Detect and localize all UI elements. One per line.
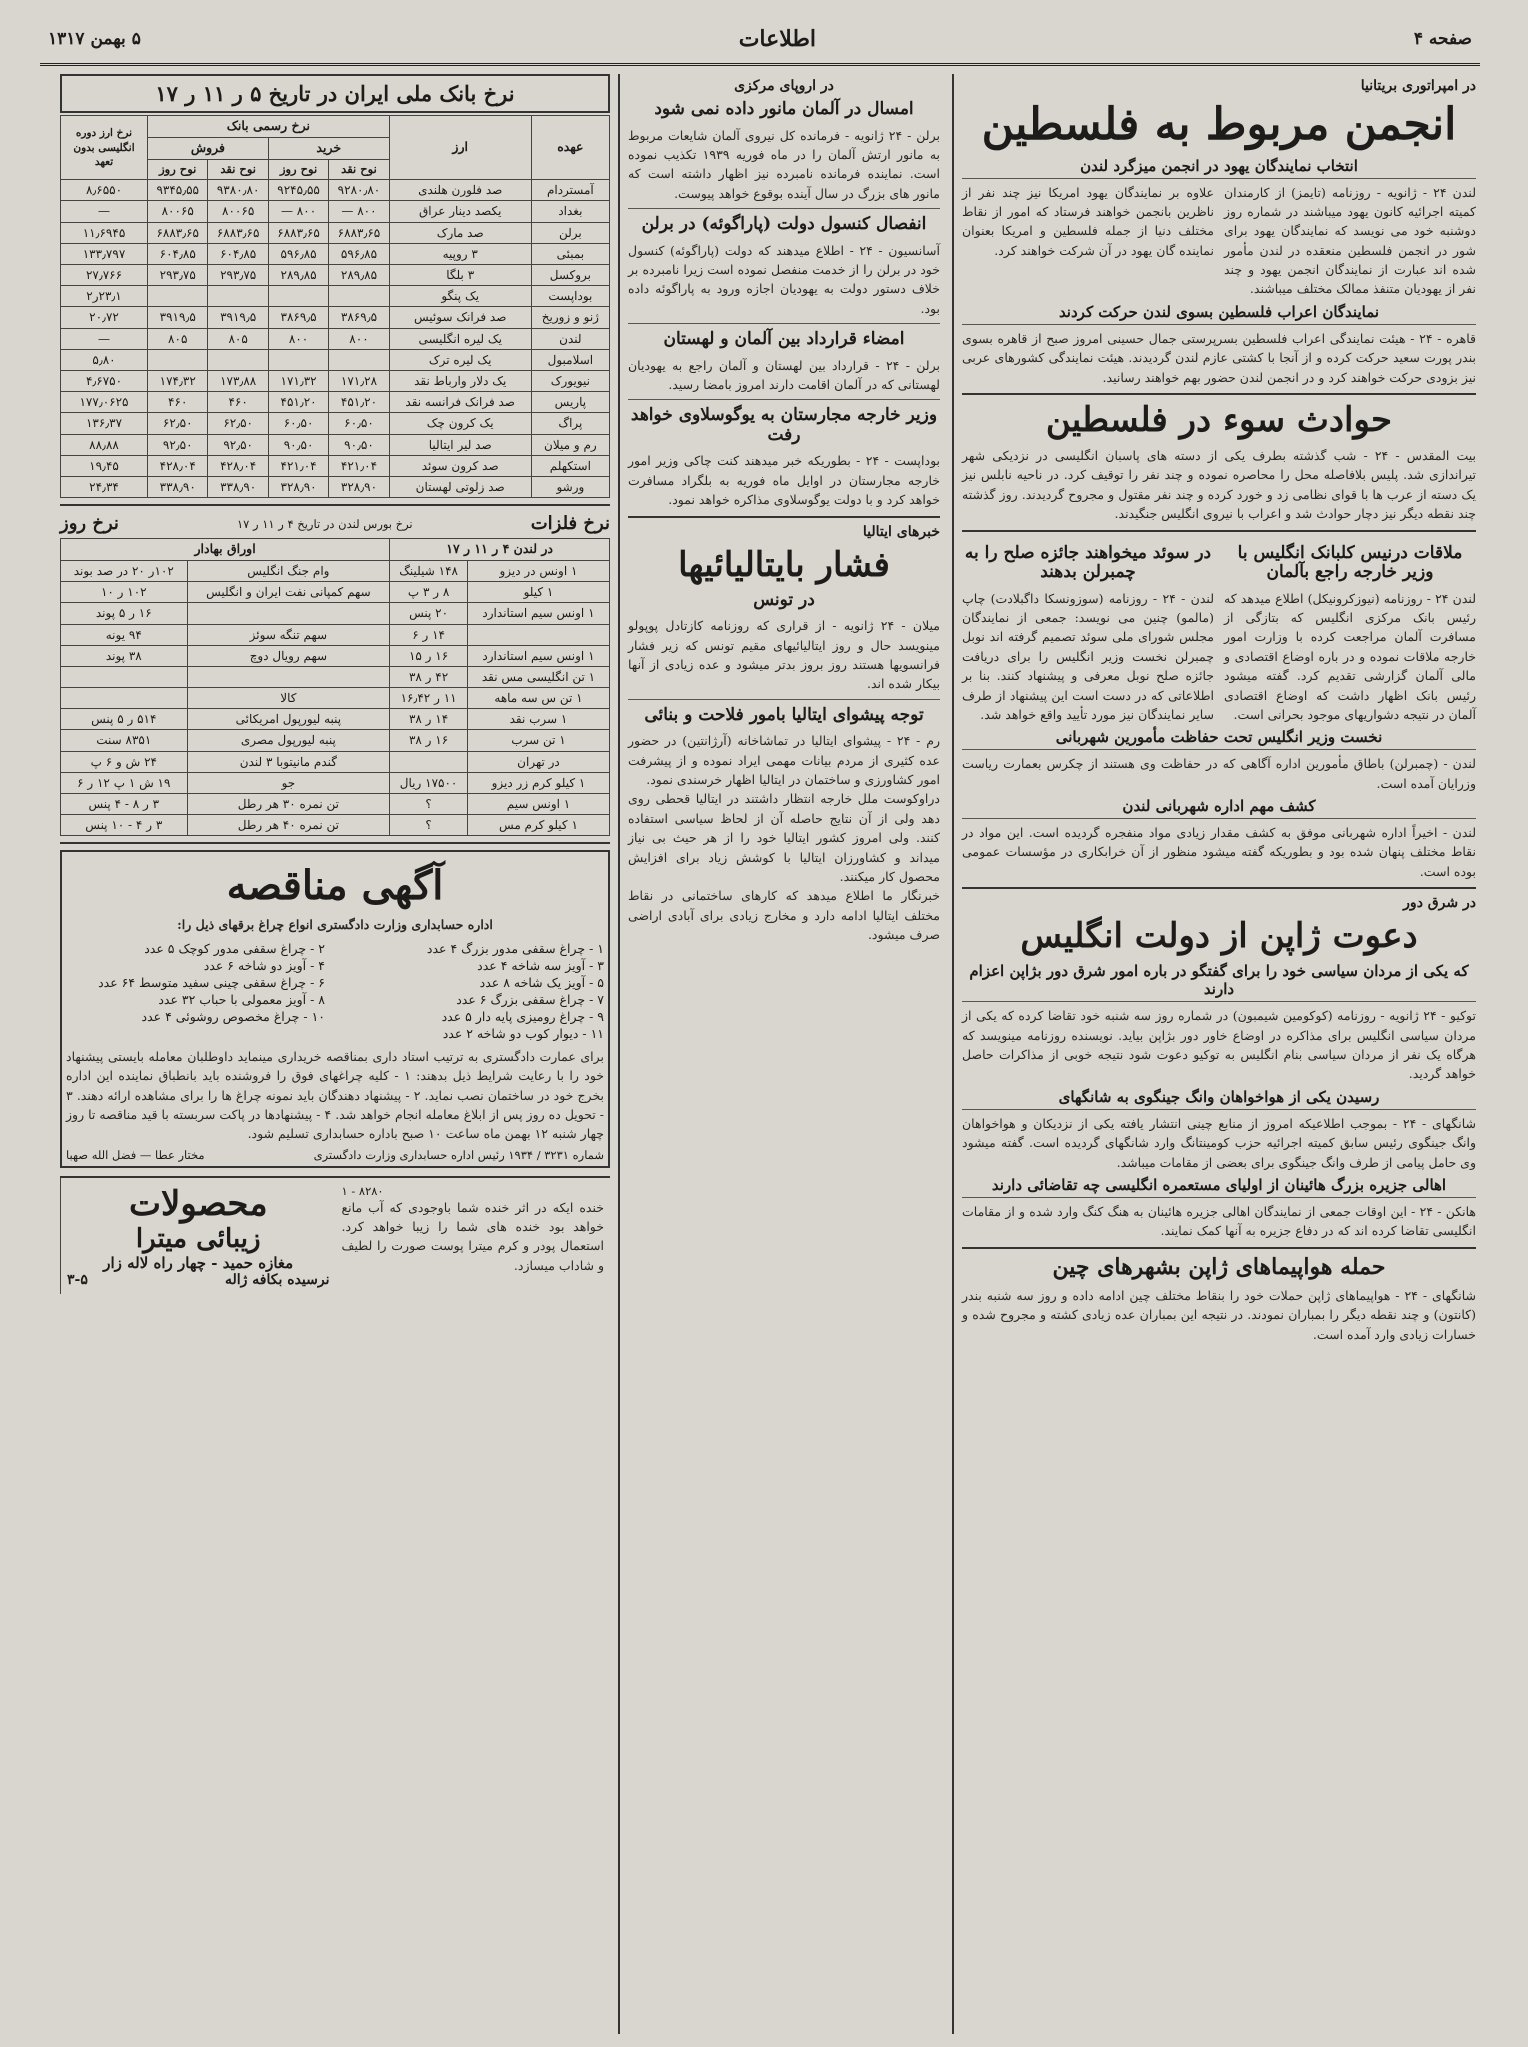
ad-address: مغازه حمید - چهار راه لاله زار xyxy=(103,1253,294,1272)
exchange-rates-table xyxy=(60,115,610,498)
metal-cell-item: ۱ کیلو کرم زر دیزو xyxy=(467,772,609,793)
metal-cell-price: ؟ xyxy=(390,794,468,815)
rate-row xyxy=(61,307,610,328)
tender-title: آگهی مناقصه xyxy=(226,862,444,910)
metal-row xyxy=(61,815,610,836)
bank-headline: ملاقات درنیس کلبانک انگلیس با وزیر خارجه راجع بآلمان xyxy=(1237,542,1463,583)
rate-cell-sell-cash xyxy=(208,349,268,370)
japan-subhead: که یکی از مردان سیاسی خود را برای گفتگو در باره امور شرق دور بژاپن اعزام دارند xyxy=(962,962,1476,1002)
rate-cell-name: ۳ بلگا xyxy=(389,265,531,286)
rate-cell-name: یک لیره انگلیسی xyxy=(389,328,531,349)
rate-cell-sterling: ۴٫۶۷۵۰ xyxy=(61,370,148,391)
col-cash: نوح نقد xyxy=(208,159,268,180)
rate-cell-sell-cash: ۳۳۸٫۹۰ xyxy=(208,476,268,497)
poland-headline: امضاء قرارداد بین آلمان و لهستان xyxy=(663,329,905,350)
palestine-article xyxy=(962,183,1476,299)
article-text: برلن - ۲۴ ژانویه - فرمانده کل نیروی آلمان شایعات مربوط به مانور ارتش آلمان را در ماه فوریه ۱۹۳۹ تکذیب نموده است. نماینده فرمانده نامبرده نیز اظهار داشته است که مانور های بزرگ در سال آینده بوقوع خواهد پیوست. xyxy=(628,127,941,201)
rate-row xyxy=(61,222,610,243)
rate-row xyxy=(61,201,610,222)
rate-cell-buy-day: ۱۷۱٫۳۲ xyxy=(268,370,328,391)
rate-cell-sell-cash: ۸۰۵ xyxy=(208,328,268,349)
metal-cell-item xyxy=(467,624,609,645)
rate-cell-name: یکصد دینار عراق xyxy=(389,201,531,222)
metal-cell-note: تن نمره ۳۰ هر رطل xyxy=(187,794,390,815)
article-text: علاوه بر نمایندگان یهود امریکا نیز چند نفر از ناظرین بانجمن خواهند فرستاد که امور از نقاط مختلف دنیا از جمله فلسطین و امریکا بعنوان نماینده گان یهود در آن شرکت خواهند کرد. xyxy=(962,184,1214,258)
rate-cell-sell-day: ۴۶۰ xyxy=(148,392,208,413)
metal-cell-item: ۱ کیلو کرم مس xyxy=(467,815,609,836)
rate-cell-sterling: ۸٫۶۵۵۰ xyxy=(61,180,148,201)
metal-cell-price: ۱۴۸ شیلینگ xyxy=(390,560,468,581)
left-column xyxy=(54,74,616,2034)
divider xyxy=(628,699,940,700)
col-sell: فروش xyxy=(148,137,269,159)
col-cash: نوح نقد xyxy=(329,159,389,180)
rate-row xyxy=(61,392,610,413)
rate-cell-unit: نیویورک xyxy=(531,370,609,391)
rate-cell-buy-day: ۳۲۸٫۹۰ xyxy=(268,476,328,497)
rate-cell-sell-cash: ۴۲۸٫۰۴ xyxy=(208,455,268,476)
rate-cell-buy-cash: ۳۲۸٫۹۰ xyxy=(329,476,389,497)
rate-cell-sell-cash: ۶۰۴٫۸۵ xyxy=(208,243,268,264)
tender-notice xyxy=(60,850,610,1167)
rate-cell-unit: بروکسل xyxy=(531,265,609,286)
hainan-subhead: اهالی جزیره بزرگ هائینان از اولیای مستعمره انگلیسی چه تقاضائی دارند xyxy=(962,1176,1476,1198)
rate-cell-unit: بوداپست xyxy=(531,286,609,307)
paper-name: اطلاعات xyxy=(738,25,816,52)
article-text: لندن - (چمبرلن) باطاق مأمورین اداره آگاهی که در حفاظت وی هستند از چکرس بعمارت ریاست وزرایان آمده است. xyxy=(962,756,1476,791)
rate-cell-buy-cash: ۲۸۹٫۸۵ xyxy=(329,265,389,286)
metal-cell-note xyxy=(187,603,390,624)
article-text: توکیو - ۲۴ ژانویه - روزنامه (کوکومین شیمبون) در شماره روز سه شنبه خود تقاضا کرده که یکی از مردان سیاسی انگلیس برای مذاکره در اوضاع خاور دور بژاپن بیاید. نویسنده روزنامه مینویسد که هرگاه یک نفر از مردان سیاسی بنام انگلیس به توکیو دعوت شود نتیجه خوبی از مذاکرات حاصل خواهد گردید. xyxy=(962,1008,1476,1082)
ad-phone: ۸۲۸۰ - ۱ xyxy=(341,1183,384,1198)
metal-cell-note: تن نمره ۴۰ هر رطل xyxy=(187,815,390,836)
rate-cell-name: صد لیر ایتالیا xyxy=(389,434,531,455)
rate-row xyxy=(61,328,610,349)
metal-cell-item: ۱ سرب نقد xyxy=(467,709,609,730)
metal-cell-val: ۱۶ ر ۵ پوند xyxy=(61,603,188,624)
rate-cell-unit: اسلامبول xyxy=(531,349,609,370)
rate-cell-buy-cash: ۴۲۱٫۰۴ xyxy=(329,455,389,476)
rate-cell-sterling: ۱۳۶٫۳۷ xyxy=(61,413,148,434)
page-number: صفحه ۴ xyxy=(1413,28,1472,49)
article-text: بیت المقدس - ۲۴ - شب گذشته بطرف یکی از دسته های پاسبان انگلیسی در نزدیکی شهر تیراندازی شد. پلیس بلافاصله محل را محاصره نموده و چند نفر را توقیف کرد. در ناحیه نابلس نیز یک دسته از عرب ها با قوای نظامی زد و خورد کرده و چند نفر مقتول و مجروح گردیدند. روز گذشته چند نقطه دیگر نیز دچار حوادث شد و اعراب با نیروی انگلیس جنگیدند. xyxy=(962,448,1477,522)
rate-cell-name: صد فرانک فرانسه نقد xyxy=(389,392,531,413)
rate-cell-sell-day: ۸۰۰۶۵ xyxy=(148,201,208,222)
metal-cell-item: ۱ کیلو xyxy=(467,582,609,603)
metal-cell-note: سهم رویال دوچ xyxy=(187,645,390,666)
article-text: قاهره - ۲۴ - هیئت نمایندگی اعراب فلسطین بسرپرستی جمال حسینی امروز صبح از قاهره بسوی بندر پورت سعید حرکت کرده و از آنجا با کشتی عازم لندن گردیدند. هیئت نمایندگی کشورهای عربی نیز بزودی حرکت خواهند کرد و در انجمن لندن حضور بهم خواهند رسانید. xyxy=(962,330,1476,385)
metal-cell-price: ۱۱ ر ۱۶٫۴۲ xyxy=(390,688,468,709)
tender-body: برای عمارت دادگستری به ترتیب استاد داری بمناقصه خریداری مینماید داوطلبان معامله بایستی پیشنهاد خود را با رعایت شرایط ذیل بدهند: ۱ - کلیه چراغهای فوق را فروشنده باید بانطباق نماینده این اداره بخرج خود در ساختمان نصب نماید. ۲ - پیشنهاد دهندگان باید نمونه چراغ ها را برای مشاهده ارائه دهند. ۳ - تحویل ده روز پس از ابلاغ معامله انجام خواهد شد. ۴ - پیشنهادها در پاکت سربسته با قید مناقصه تا روز چهار شنبه ۱۲ بهمن ماه ساعت ۱۰ صبح باداره حسابداری تسلیم شود. xyxy=(66,1048,605,1142)
metal-cell-val xyxy=(61,688,188,709)
italy-subhead: در تونس xyxy=(753,589,815,610)
metal-cell-val: ۳۸ پوند xyxy=(61,645,188,666)
metals-header xyxy=(60,504,610,538)
tender-sign-right: شماره ۳۲۳۱ / ۱۹۳۴ رئیس اداره حسابداری وزارت دادگستری xyxy=(313,1147,604,1162)
nobel-row xyxy=(962,538,1476,725)
rate-cell-unit: بغداد xyxy=(531,201,609,222)
article-text: شانگهای - ۲۴ - هواپیماهای ژاپن حملات خود را بنقاط مختلف چین ادامه داده و روز سه شنبه بندر (کانتون) و چند نقطه دیگر را بمباران نمودند. در نتیجه این بمباران عده زیادی کشته و مجروح شده و خسارات زیادی وارد آمده است. xyxy=(962,1287,1476,1342)
rate-row xyxy=(61,180,610,201)
rate-cell-unit: پاریس xyxy=(531,392,609,413)
rate-cell-sell-cash: ۹۳۸۰٫۸۰ xyxy=(208,180,268,201)
rate-cell-unit: لندن xyxy=(531,328,609,349)
tender-items xyxy=(66,941,604,1041)
ad-brand: زیبائی میترا xyxy=(135,1223,261,1254)
rate-cell-buy-day: ۹۰٫۵۰ xyxy=(268,434,328,455)
rate-cell-buy-day: ۶۰٫۵۰ xyxy=(268,413,328,434)
metal-row xyxy=(61,730,610,751)
metal-cell-price xyxy=(390,751,468,772)
metal-cell-note: جو xyxy=(187,772,390,793)
rate-cell-buy-day: ۸۰۰ xyxy=(268,328,328,349)
tender-item: ۴ - آویز دو شاخه ۶ عدد xyxy=(203,957,325,973)
rate-cell-sell-cash xyxy=(208,286,268,307)
rate-cell-sell-day: ۹۲٫۵۰ xyxy=(148,434,208,455)
rate-cell-unit: استکهلم xyxy=(531,455,609,476)
metal-cell-item: ۱ اونس سیم استاندارد xyxy=(467,603,609,624)
metal-cell-item: در تهران xyxy=(467,751,609,772)
rate-cell-sterling: ۵٫۸۰ xyxy=(61,349,148,370)
rate-cell-sell-day: ۶۰۴٫۸۵ xyxy=(148,243,208,264)
article-text: بوداپست - ۲۴ - بطوریکه خبر میدهند کنت چاکی وزیر امور خارجه مجارستان در اوایل ماه فوریه به بلگراد مسافرت خواهد کرد و با دولت یوگوسلاوی مذاکره خواهد نمود. xyxy=(628,453,941,508)
rate-cell-buy-day: ۴۵۱٫۲۰ xyxy=(268,392,328,413)
rate-cell-name: صد فرانک سوئیس xyxy=(389,307,531,328)
rate-cell-sterling: ۱۷۷٫۰۶۲۵ xyxy=(61,392,148,413)
tender-item: ۶ - چراغ سقفی چینی سفید متوسط ۶۴ عدد xyxy=(98,974,325,990)
article-text: میلان - ۲۴ ژانویه - از قراری که روزنامه کازتادل پوپولو مینویسد حال و روز ایتالیائیهای مقیم تونس که زیر فشار فرانسویها هستند روز بروز بدتر میشود و عده زیادی از آنها بیکار شده اند. xyxy=(628,618,940,692)
article-text: خبرنگار ما اطلاع میدهد که کارهای ساختمانی در نقاط مختلف ایتالیا ادامه دارد و مخارج زیادی برای آبادی اراضی صرف میشود. xyxy=(628,888,940,943)
article-text: لندن ۲۴ - ژانویه - روزنامه (تایمز) از کارمندان کمیته اجرائیه کانون یهود میباشند در شماره روز دوشنبه خود می نویسد که نمایندگان یهود برای شور در انجمن فلسطین منعقده در لندن مأمور شده اند عبارت از نمایندگان انجمن یهود و چند نفر از یهودیان متنفذ ممالک مختلف میباشند. xyxy=(1224,184,1477,297)
metal-row xyxy=(61,645,610,666)
rate-cell-unit: بمبئی xyxy=(531,243,609,264)
metal-cell-note: وام جنگ انگلیس xyxy=(187,560,390,581)
metals-body xyxy=(61,560,610,835)
tender-signature xyxy=(66,1148,604,1162)
rate-cell-buy-day xyxy=(268,286,328,307)
metal-row xyxy=(61,688,610,709)
metals-title: نرخ فلزات xyxy=(530,513,610,535)
rate-cell-sell-day: ۹۳۴۵٫۵۵ xyxy=(148,180,208,201)
rate-cell-sell-day: ۲۹۳٫۷۵ xyxy=(148,265,208,286)
rate-cell-sell-cash: ۶۸۸۳٫۶۵ xyxy=(208,222,268,243)
ad-brand-block xyxy=(60,1178,336,1294)
rate-cell-sterling: ۱۳۳٫۷۹۷ xyxy=(61,243,148,264)
tender-item: ۱ - چراغ سقفی مدور بزرگ ۴ عدد xyxy=(426,940,604,956)
metal-cell-val: ۹۴ یونه xyxy=(61,624,188,645)
hungary-headline: وزیر خارجه مجارستان به یوگوسلاوی خواهد رفت xyxy=(630,405,938,445)
metal-cell-val: ۱۹ ش ۱ پ ۱۲ ر ۶ xyxy=(61,772,188,793)
rate-cell-buy-cash: ۱۷۱٫۲۸ xyxy=(329,370,389,391)
premier-subhead: نخست وزیر انگلیس تحت حفاظت مأمورین شهربانی xyxy=(962,728,1476,750)
article-text: دراوکوست ملل خارجه انتظار داشتند در ایتالیا قحطی روی دهد ولی از آن نتایج حاصله آن از لحاظ سیاسی استفاده کنند. ولی امروز کشور ایتالیا خود را از هر حیث بی نیاز میداند و کشاورزان ایتالیا با کوشش زیاد برای افزایش محصول کار میکنند. xyxy=(628,791,940,884)
metal-cell-price: ۲۰ پنس xyxy=(390,603,468,624)
nobel-headline: در سوئد میخواهند جائزه صلح را به چمبرلن بدهند xyxy=(964,542,1212,583)
metal-row xyxy=(61,603,610,624)
fareast-kicker: در شرق دور xyxy=(1403,895,1476,912)
rate-cell-sell-day: ۶۲٫۵۰ xyxy=(148,413,208,434)
ad-code: ۳-۵ xyxy=(67,1271,88,1288)
metal-cell-val: ۱۰۲ ر ۱۰ xyxy=(61,582,188,603)
securities-head: اوراق بهادار xyxy=(61,539,390,561)
masthead xyxy=(40,14,1480,66)
metal-cell-item: ۱ تن انگلیسی مس نقد xyxy=(467,666,609,687)
metal-row xyxy=(61,709,610,730)
rate-row xyxy=(61,265,610,286)
tender-item: ۵ - آویز یک شاخه ۸ عدد xyxy=(479,974,604,990)
metal-cell-item: ۱ تن سرب xyxy=(467,730,609,751)
arabs-subhead: نمایندگان اعراب فلسطین بسوی لندن حرکت کردند xyxy=(962,303,1476,325)
article-text: هانکن - ۲۴ - این اوقات جمعی از نمایندگان اهالی جزیره هائینان به هنگ کنگ وارد شده و از مقامات انگلیسی تقاضا کرده اند که در دفاع جزیره به آنها کمک نمایند. xyxy=(962,1203,1476,1239)
rate-cell-name: ۳ روپیه xyxy=(389,243,531,264)
metal-row xyxy=(61,624,610,645)
ad-footer xyxy=(67,1272,330,1288)
metal-cell-price: ۱۷۵۰۰ ریال xyxy=(390,772,468,793)
rate-cell-sell-day: ۸۰۵ xyxy=(148,328,208,349)
rate-cell-name: صد مارک xyxy=(389,222,531,243)
rate-cell-sterling: ۱۹٫۴۵ xyxy=(61,455,148,476)
day-rate-title: نرخ روز xyxy=(60,513,119,535)
metal-cell-price: ۱۶ ر ۳۸ xyxy=(390,730,468,751)
issue-date: ۵ بهمن ۱۳۱۷ xyxy=(48,28,141,49)
rate-cell-sell-day: ۳۳۸٫۹۰ xyxy=(148,476,208,497)
london-head: در لندن ۴ ر ۱۱ ر ۱۷ xyxy=(390,539,610,561)
rate-row xyxy=(61,349,610,370)
rate-cell-sell-cash: ۹۲٫۵۰ xyxy=(208,434,268,455)
rate-cell-sell-day xyxy=(148,286,208,307)
rate-cell-unit: رم و میلان xyxy=(531,434,609,455)
article-text: رم - ۲۴ - پیشوای ایتالیا در تماشاخانه (آرژانتین) در حضور عده کثیری از مردم بیانات مهمی ایراد نموده و از پیشرفت امور کشاورزی و ساختمان در ایتالیا اظهار خرسندی نمود. xyxy=(628,733,940,788)
rate-cell-sterling: — xyxy=(61,201,148,222)
italy-kicker: خبرهای ایتالیا xyxy=(862,523,940,540)
rate-cell-sell-day xyxy=(148,349,208,370)
rate-cell-buy-day xyxy=(268,349,328,370)
metal-cell-item: ۱ اونس در دیزو xyxy=(467,560,609,581)
divider xyxy=(628,399,940,400)
tender-item: ۱۰ - چراغ مخصوص روشوئی ۴ عدد xyxy=(141,1008,325,1024)
divider xyxy=(628,208,940,209)
tender-item: ۱۱ - دیوار کوب دو شاخه ۲ عدد xyxy=(442,1025,604,1041)
rate-cell-sterling: ۲۴٫۳۴ xyxy=(61,476,148,497)
tender-item: ۹ - چراغ رومیزی پایه دار ۵ عدد xyxy=(441,1008,604,1024)
article-text: آسانسیون - ۲۴ - اطلاع میدهند که دولت (پاراگوئه) کنسول خود در برلن را از خدمت منفصل نموده است زیرا نامبرده بر خلاف دستور دولت به یهودیان اجازه ورود به پاراگوئه داده بود. xyxy=(628,242,940,316)
rate-cell-buy-day: ۶۸۸۳٫۶۵ xyxy=(268,222,328,243)
rate-cell-buy-cash: ۴۵۱٫۲۰ xyxy=(329,392,389,413)
right-column xyxy=(952,74,1484,2034)
italy-headline: فشار بایتالیائیها xyxy=(678,544,890,585)
agri-headline: توجه پیشوای ایتالیا بامور فلاحت و بنائی xyxy=(644,704,924,725)
rate-cell-sell-cash: ۳۹۱۹٫۵ xyxy=(208,307,268,328)
rate-cell-buy-day: ۲۸۹٫۸۵ xyxy=(268,265,328,286)
metal-cell-price: ۱۴ ر ۶ xyxy=(390,624,468,645)
metal-cell-val: ۱۰۲ر ۲۰ در صد بوند xyxy=(61,560,188,581)
rate-cell-name: یک دلار وارباط نقد xyxy=(389,370,531,391)
metal-cell-note: سهم تنگه سوئز xyxy=(187,624,390,645)
metal-cell-val: ۲۴ ش و ۶ پ xyxy=(61,751,188,772)
rate-cell-buy-cash: ۹۲۸۰٫۸۰ xyxy=(329,180,389,201)
metal-cell-note: کالا xyxy=(187,688,390,709)
metal-cell-val: ۸۳۵۱ سنت xyxy=(61,730,188,751)
raids-headline: حمله هواپیماهای ژاپن بشهرهای چین xyxy=(1052,1253,1386,1280)
japan-headline: دعوت ژاپن از دولت انگلیس xyxy=(1020,916,1418,957)
police-subhead: کشف مهم اداره شهربانی لندن xyxy=(962,797,1476,819)
rate-row xyxy=(61,413,610,434)
article-text: لندن - اخیراً اداره شهربانی موفق به کشف مقدار زیادی مواد منفجره گردیده است. این مواد در نقاط مختلف پنهان شده بود و بطوریکه گفته میشود منظور از آن خرابکاری در مؤسسات عمومی بوده است. xyxy=(962,825,1476,879)
rate-cell-sterling: ۲۷٫۷۶۶ xyxy=(61,265,148,286)
article-text: لندن - ۲۴ - روزنامه (سوزونسکا داگبلادت) چاپ (مالمو) چنین می نویسد: جمعی از نمایندگان مجلس شورای ملی سوئد تصمیم گرفته اند نوبل چمبرلن نخست وزیر انگلیس را برای دریافت جائزه صلح نوبل معرفی و پیشنهاد کنند. بنا بر اطلاعاتی که در دست است این پیشنهاد از طرف سایر نمایندگان نیز مورد تأیید واقع خواهد شد. xyxy=(962,590,1215,722)
divider xyxy=(628,516,940,518)
rate-row xyxy=(61,370,610,391)
tender-item: ۸ - آویز معمولی با حباب ۳۲ عدد xyxy=(158,991,325,1007)
rate-cell-buy-cash: ۹۰٫۵۰ xyxy=(329,434,389,455)
col-buy: خرید xyxy=(268,137,389,159)
shanghai-subhead: رسیدن یکی از هواخواهان وانگ جینگوی به شانگهای xyxy=(962,1088,1476,1110)
rate-row xyxy=(61,243,610,264)
rate-cell-buy-day: ۴۲۱٫۰۴ xyxy=(268,455,328,476)
metal-row xyxy=(61,751,610,772)
metal-cell-val: ۵۱۴ ر ۵ پنس xyxy=(61,709,188,730)
col-day: نوح روز xyxy=(148,159,208,180)
metals-table xyxy=(60,538,610,836)
palestine-subhead: انتخاب نمایندگان یهود در انجمن میزگرد لندن xyxy=(962,157,1476,179)
germany-headline: امسال در آلمان مانور داده نمی شود xyxy=(654,99,914,119)
section-kicker: در امپراتوری بریتانیا xyxy=(1360,78,1476,94)
cosmetics-ad xyxy=(60,1176,610,1294)
divider xyxy=(962,393,1476,395)
tender-intro: اداره حسابداری وزارت دادگستری انواع چراغ برقهای ذیل را: xyxy=(177,917,493,933)
divider xyxy=(962,887,1476,889)
rate-cell-unit: پراگ xyxy=(531,413,609,434)
tender-sign-left: مختار عطا — فضل الله صهبا xyxy=(66,1147,205,1162)
metal-cell-price: ؟ xyxy=(390,815,468,836)
metal-row xyxy=(61,666,610,687)
rate-cell-buy-cash: ۶۰٫۵۰ xyxy=(329,413,389,434)
metal-cell-val: ۳ ر ۴ - ۱۰ پنس xyxy=(61,815,188,836)
metal-row xyxy=(61,772,610,793)
rate-cell-buy-cash: ۸۰۰ xyxy=(329,328,389,349)
metal-cell-price: ۸ ر ۳ پ xyxy=(390,582,468,603)
tender-item: ۲ - چراغ سقفی مدور کوچک ۵ عدد xyxy=(144,940,325,956)
metal-row xyxy=(61,794,610,815)
rate-cell-sell-cash: ۲۹۳٫۷۵ xyxy=(208,265,268,286)
metal-cell-val: ۳ ر ۸ - ۴ پنس xyxy=(61,794,188,815)
rate-cell-unit: آمستردام xyxy=(531,180,609,201)
ad-body: خنده ایکه در اثر خنده شما باوجودی که آب مانع خواهد بود خنده های شما را زیبا خواهد کرد. استعمال پودر و کرم میترا پوست صورت را لطیف و شاداب میسازد. xyxy=(341,1199,604,1273)
palestine-headline: انجمن مربوط به فلسطین xyxy=(981,99,1457,150)
rate-cell-name: یک کرون چک xyxy=(389,413,531,434)
rates-body xyxy=(61,180,610,498)
rate-cell-buy-cash xyxy=(329,349,389,370)
rate-cell-sterling: ۲۳٫۱ر۲ xyxy=(61,286,148,307)
col-official: نرخ رسمی بانک xyxy=(148,116,390,138)
divider xyxy=(962,530,1476,532)
rate-cell-name: یک لیره ترک xyxy=(389,349,531,370)
col-currency: ارز xyxy=(389,116,531,180)
rate-cell-name: صد کرون سوئد xyxy=(389,455,531,476)
rate-row xyxy=(61,476,610,497)
article-text: لندن ۲۴ - روزنامه (نیوزکرونیکل) اطلاع میدهد که رئیس بانک مرکزی انگلیس که بتازگی از مسافرت آلمان مراجعت کرده با وزارت امور خارجه ملاقات نموده و در باره اوضاع اقتصادی و مالی آلمان گزارشی تقدیم کرد. گفته میشود رئیس بانک اظهار داشت که اوضاع اقتصادی آلمان در نتیجه دشواریهای موجود بحرانی است. xyxy=(1224,590,1477,722)
metal-cell-val xyxy=(61,666,188,687)
rate-cell-buy-cash: ۶۸۸۳٫۶۵ xyxy=(329,222,389,243)
ad-copy xyxy=(336,1178,611,1294)
ad-agent: نرسیده بکافه ژاله xyxy=(224,1271,330,1288)
rate-cell-sell-day: ۳۹۱۹٫۵ xyxy=(148,307,208,328)
rate-cell-sell-cash: ۶۲٫۵۰ xyxy=(208,413,268,434)
metal-cell-note: پنبه لیورپول امریکائی xyxy=(187,709,390,730)
article-text: شانگهای - ۲۴ - بموجب اطلاعیکه امروز از منابع چینی انتشار یافته یکی از نزدیکان و هواخواهان وانگ جینگوی رئیس سابق کمیته اجرائیه حزب کومینتانگ وارد شانگهای گردیده است. گفته میشود وی حامل پیامی از طرف وانگ جینگوی برای بعضی از مقامات میباشد. xyxy=(962,1115,1476,1170)
rate-cell-buy-day: ۵۹۶٫۸۵ xyxy=(268,243,328,264)
rate-cell-buy-day: ۳۸۶۹٫۵ xyxy=(268,307,328,328)
consul-headline: انفصال کنسول دولت (پاراگوئه) در برلن xyxy=(641,214,927,235)
metal-cell-price: ۱۶ ر ۱۵ xyxy=(390,645,468,666)
rate-cell-unit: ژنو و زوریخ xyxy=(531,307,609,328)
metal-cell-price: ۴۲ ر ۳۸ xyxy=(390,666,468,687)
metal-cell-item: ۱ اونس سیم xyxy=(467,794,609,815)
rate-cell-name: صد فلورن هلندی xyxy=(389,180,531,201)
divider xyxy=(628,323,940,324)
tender-item: ۳ - آویز سه شاخه ۴ عدد xyxy=(477,957,604,973)
rate-cell-sell-cash: ۸۰۰۶۵ xyxy=(208,201,268,222)
divider xyxy=(60,842,610,844)
tender-item: ۷ - چراغ سقفی بزرگ ۶ عدد xyxy=(456,991,604,1007)
article-text: برلن - ۲۴ - قرارداد بین لهستان و آلمان راجع به یهودیان لهستانی که در آلمان اقامت دارند امروز بامضا رسید. xyxy=(628,357,940,393)
rate-cell-buy-day: ۸۰۰ — xyxy=(268,201,328,222)
rate-cell-sell-day: ۶۸۸۳٫۶۵ xyxy=(148,222,208,243)
rate-cell-buy-cash xyxy=(329,286,389,307)
rate-row xyxy=(61,286,610,307)
rate-row xyxy=(61,434,610,455)
rate-cell-name: صد زلوتی لهستان xyxy=(389,476,531,497)
rate-cell-sterling: ۸۸٫۸۸ xyxy=(61,434,148,455)
divider xyxy=(962,1247,1476,1249)
metal-cell-item: ۱ اونس سیم استاندارد xyxy=(467,645,609,666)
col-sterling: نرخ ارز دوره انگلیسی بدون تعهد xyxy=(61,116,148,180)
rate-cell-buy-cash: ۸۰۰ — xyxy=(329,201,389,222)
rate-cell-sell-day: ۴۲۸٫۰۴ xyxy=(148,455,208,476)
metal-row xyxy=(61,560,610,581)
col-unit: عهده xyxy=(531,116,609,180)
ad-title: محصولات xyxy=(128,1183,268,1224)
rate-cell-sell-day: ۱۷۴٫۳۲ xyxy=(148,370,208,391)
metal-cell-note: گندم مانیتوبا ۳ لندن xyxy=(187,751,390,772)
incidents-headline: حوادث سوء در فلسطین xyxy=(1045,399,1393,440)
rate-cell-sterling: — xyxy=(61,328,148,349)
rates-title: نرخ بانک ملی ایران در تاریخ ۵ ر ۱۱ ر ۱۷ xyxy=(60,74,610,113)
col-day: نوح روز xyxy=(268,159,328,180)
rate-cell-buy-cash: ۵۹۶٫۸۵ xyxy=(329,243,389,264)
rate-cell-sterling: ۲۰٫۷۲ xyxy=(61,307,148,328)
rate-cell-buy-day: ۹۲۴۵٫۵۵ xyxy=(268,180,328,201)
rate-cell-name: یک پنگو xyxy=(389,286,531,307)
metal-cell-item: ۱ تن س سه ماهه xyxy=(467,688,609,709)
metals-subtitle: نرخ بورس لندن در تاریخ ۴ ر ۱۱ ر ۱۷ xyxy=(236,516,413,531)
rate-cell-unit: ورشو xyxy=(531,476,609,497)
metal-cell-price: ۱۴ ر ۳۸ xyxy=(390,709,468,730)
rate-cell-unit: برلن xyxy=(531,222,609,243)
rate-cell-buy-cash: ۳۸۶۹٫۵ xyxy=(329,307,389,328)
rate-cell-sell-cash: ۴۶۰ xyxy=(208,392,268,413)
rate-row xyxy=(61,455,610,476)
metal-row xyxy=(61,582,610,603)
metal-cell-note xyxy=(187,666,390,687)
rate-cell-sell-cash: ۱۷۳٫۸۸ xyxy=(208,370,268,391)
metal-cell-note: سهم کمپانی نفت ایران و انگلیس xyxy=(187,582,390,603)
metal-cell-note: پنبه لیورپول مصری xyxy=(187,730,390,751)
europe-kicker: در اروپای مرکزی xyxy=(734,78,834,94)
rate-cell-sterling: ۱۱٫۶۹۴۵ xyxy=(61,222,148,243)
middle-column xyxy=(618,74,948,2034)
